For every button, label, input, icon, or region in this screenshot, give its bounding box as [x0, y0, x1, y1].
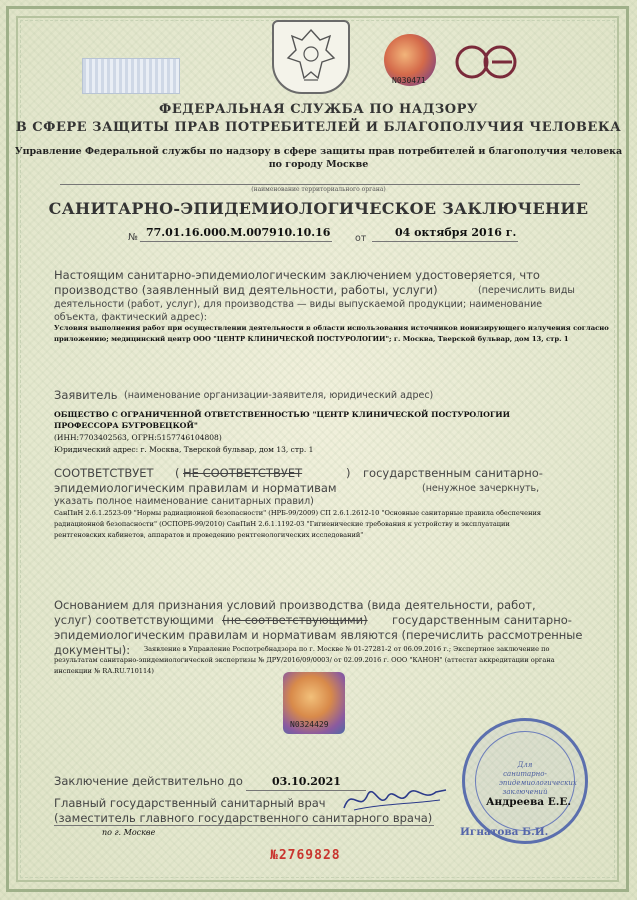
conformity-line-2a: эпидемиологическим правилам и нормативам	[54, 481, 337, 495]
authority-underline	[60, 184, 580, 185]
applicant-label: Заявитель	[54, 388, 118, 402]
activity-value-line-1: Условия выполнения работ при осуществлении деятельности в области использования источников ионизирующего излучения согласно	[54, 324, 609, 332]
basis-docs-line-3: инспекции № RA.RU.710114)	[54, 667, 154, 675]
authority-line-2: по городу Москве	[268, 159, 369, 170]
se-logo	[452, 42, 522, 82]
serial-number: №2769828	[270, 848, 341, 863]
signatory-name-1: Андреева Е.Е.	[486, 796, 572, 808]
signatory-line-1: Главный государственный санитарный врач	[54, 796, 326, 810]
basis-docs-line-2: результатам санитарно-эпидемиологической экспертизы № ДРУ/2016/09/0003/ от 02.09.2016 г. ООО "КАНОН" (аттестат аккредитации органа	[54, 656, 555, 664]
basis-line-4: документы):	[54, 643, 131, 657]
applicant-name-line-1: ОБЩЕСТВО С ОГРАНИЧЕННОЙ ОТВЕТСТВЕННОСТЬЮ "ЦЕНТР КЛИНИЧЕСКОЙ ПОСТУРОЛОГИИ	[54, 410, 511, 419]
activity-line-3: деятельности (работ, услуг), для производства — виды выпускаемой продукции; наименование	[54, 299, 543, 310]
basis-line-2-struck: (не соответствующими)	[222, 613, 368, 627]
validity-label: Заключение действительно до	[54, 774, 243, 788]
conformity-close-paren: )	[346, 466, 351, 480]
activity-line-2b: (перечислить виды	[478, 285, 575, 296]
coat-of-arms-emblem	[272, 20, 350, 94]
conformity-word: СООТВЕТСТВУЕТ	[54, 466, 154, 480]
activity-line-1: Настоящим санитарно-эпидемиологическим заключением удостоверяется, что	[54, 268, 540, 282]
signature	[340, 780, 450, 820]
applicant-name-line-2: ПРОФЕССОРА БУГРОВЕЦКОЙ"	[54, 421, 198, 430]
signatory-name-2: Игнатова Б.И.	[460, 826, 549, 838]
basis-line-2a: услуг) соответствующими	[54, 613, 214, 627]
validity-date: 03.10.2021	[272, 775, 341, 788]
applicant-address: Юридический адрес: г. Москва, Тверской бульвар, дом 13, стр. 1	[54, 445, 314, 454]
basis-docs-line-1: Заявление в Управление Роспотребнадзора по г. Москве № 01-27281-2 от 06.09.2016 г.; Экспертное заключение по	[144, 645, 550, 653]
applicant-ids: (ИНН:7703402563, ОГРН:5157746104808)	[54, 433, 222, 442]
authority-caption: (наименование территориального органа)	[251, 186, 386, 193]
date-label: от	[355, 233, 367, 244]
hologram-sticker-bottom-number: N0324429	[290, 720, 329, 729]
activity-line-4: объекта, фактический адрес):	[54, 312, 207, 323]
signatory-line-2: (заместитель главного государственного санитарного врача)	[54, 811, 433, 825]
signatory-underline	[54, 825, 434, 826]
basis-line-1: Основанием для признания условий производства (вида деятельности, работ,	[54, 598, 536, 612]
conformity-line-2b: (ненужное зачеркнуть,	[422, 483, 540, 494]
activity-value-line-2: приложению; медицинский центр ООО "ЦЕНТР КЛИНИЧЕСКОЙ ПОСТУРОЛОГИИ"; г. Москва, Тверской бульвар, дом 13, стр. 1	[54, 335, 569, 343]
basis-line-2b: государственным санитарно-	[392, 613, 572, 627]
hologram-sticker-top-number: N030471	[392, 76, 426, 85]
rules-line-1: СанПиН 2.6.1.2523-09 "Нормы радиационной безопасности" (НРБ-99/2009) СП 2.6.1.2612-10 "Основные санитарные правила обеспечения	[54, 509, 542, 517]
stamp-text: Для санитарно-эпидемиологических заключений	[499, 761, 577, 796]
conformity-line-3: указать полное наименование санитарных правил)	[54, 496, 314, 507]
agency-line-2: В СФЕРЕ ЗАЩИТЫ ПРАВ ПОТРЕБИТЕЛЕЙ И БЛАГОПОЛУЧИЯ ЧЕЛОВЕКА	[15, 120, 622, 135]
document-title: САНИТАРНО-ЭПИДЕМИОЛОГИЧЕСКОЕ ЗАКЛЮЧЕНИЕ	[48, 199, 589, 218]
conformity-struck: НЕ СООТВЕТСТВУЕТ	[183, 466, 303, 480]
hologram-strip	[82, 58, 180, 94]
signatory-city: по г. Москве	[102, 828, 156, 837]
basis-line-3: эпидемиологическим правилам и нормативам являются (перечислить рассмотренные	[54, 628, 583, 642]
certificate-date: 04 октября 2016 г.	[395, 226, 517, 239]
number-label: №	[128, 232, 138, 243]
authority-line-1: Управление Федеральной службы по надзору в сфере защиты прав потребителей и благополучия человека	[14, 146, 623, 157]
conformity-rest-line-1: государственным санитарно-	[363, 466, 543, 480]
certificate-number: 77.01.16.000.М.007910.10.16	[146, 226, 331, 239]
applicant-label-hint: (наименование организации-заявителя, юридический адрес)	[124, 390, 434, 401]
date-underline	[372, 241, 518, 242]
activity-line-2a: производство (заявленный вид деятельности, работы, услуги)	[54, 283, 438, 297]
conformity-open-paren: (	[175, 466, 180, 480]
agency-line-1: ФЕДЕРАЛЬНАЯ СЛУЖБА ПО НАДЗОРУ	[159, 102, 478, 117]
rules-line-2: радиационной безопасности" (ОСПОРБ-99/2010) СанПиН 2.6.1.1192-03 "Гигиенические требования к устройству и эксплуатации	[54, 520, 510, 528]
number-underline	[140, 241, 332, 242]
rules-line-3: рентгеновских кабинетов, аппаратов и проведению рентгенологических исследований"	[54, 531, 364, 539]
